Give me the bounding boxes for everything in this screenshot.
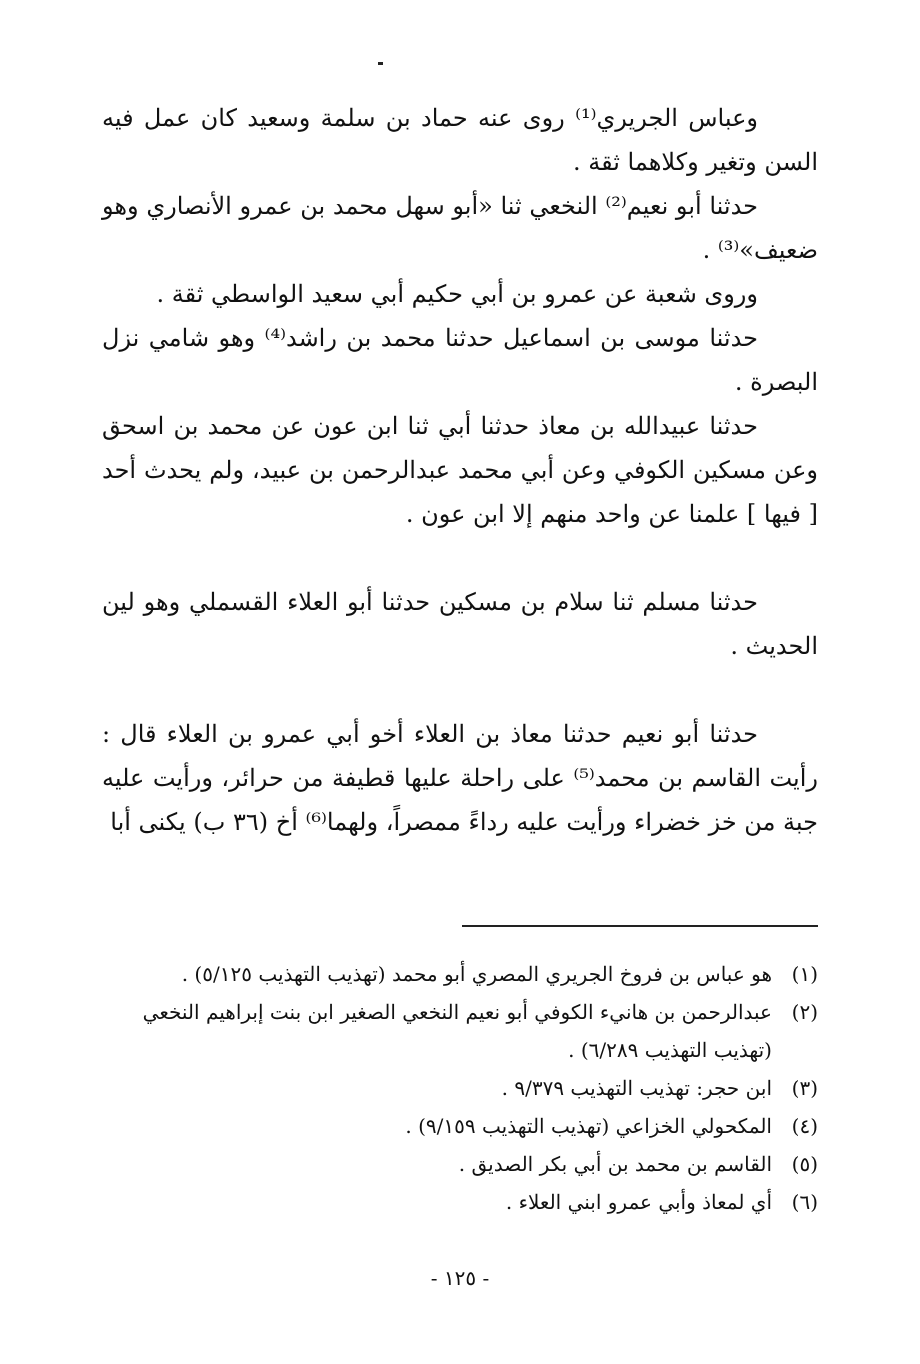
footnote-number: (٦) (791, 1190, 818, 1214)
footnote-number: (٤) (791, 1114, 818, 1138)
top-mark (378, 62, 383, 65)
footnotes (102, 955, 818, 1221)
footnote-4 (102, 1107, 818, 1145)
footnote-text: ابن حجر: تهذيب التهذيب ٩/٣٧٩ . (501, 1076, 772, 1100)
footnote-3 (102, 1069, 818, 1107)
paragraph-spacer (102, 536, 818, 580)
paragraph-5: حدثنا عبيدالله بن معاذ حدثنا أبي ثنا ابن عون عن محمد بن اسحق وعن مسكين الكوفي وعن أبي محمد عبدالرحمن بن عبيد، ولم يحدث أحد [ فيها ] علمنا عن واحد منهم إلا ابن عون . (102, 412, 818, 528)
footnote-text: المكحولي الخزاعي (تهذيب التهذيب ٩/١٥٩) . (405, 1114, 772, 1138)
footnote-text: عبدالرحمن بن هانيء الكوفي أبو نعيم النخعي الصغير ابن بنت إبراهيم النخعي (142, 1000, 772, 1024)
paragraph-7: حدثنا أبو نعيم حدثنا معاذ بن العلاء أخو أبي عمرو بن العلاء قال : رأيت القاسم بن محمد⁽⁵⁾ على راحلة عليها قطيفة من حرائر، ورأيت عليه جبة من خز خضراء ورأيت عليه رداءً ممصراً، ولهما⁽⁶⁾ أخ (٣٦ ب) يكنى أبا (102, 720, 818, 836)
footnote-text: القاسم بن محمد بن أبي بكر الصديق . (458, 1152, 772, 1176)
footnote-2-continuation: (تهذيب التهذيب ٦/٢٨٩) . (568, 1038, 772, 1062)
page-number: - ١٢٥ - (430, 1266, 490, 1290)
paragraph-3: وروى شعبة عن عمرو بن أبي حكيم أبي سعيد الواسطي ثقة . (156, 280, 758, 308)
footnote-text: هو عباس بن فروخ الجريري المصري أبو محمد (تهذيب التهذيب ٥/١٢٥) . (181, 962, 772, 986)
footnote-number: (١) (791, 962, 818, 986)
footnote-number: (٥) (791, 1152, 818, 1176)
footnote-2 (102, 993, 818, 1031)
footnote-5 (102, 1145, 818, 1183)
paragraph-4: حدثنا موسى بن اسماعيل حدثنا محمد بن راشد⁽⁴⁾ وهو شامي نزل البصرة . (102, 324, 818, 396)
footnote-divider (462, 925, 818, 927)
footnote-number: (٢) (791, 1000, 818, 1024)
footnote-text: أي لمعاذ وأبي عمرو ابني العلاء . (505, 1190, 772, 1214)
paragraph-spacer (102, 668, 818, 712)
footnote-number: (٣) (791, 1076, 818, 1100)
footnote-6 (102, 1183, 818, 1221)
paragraph-6: حدثنا مسلم ثنا سلام بن مسكين حدثنا أبو العلاء القسملي وهو لين الحديث . (102, 588, 818, 660)
paragraph-1: وعباس الجريري⁽¹⁾ روى عنه حماد بن سلمة وسعيد كان عمل فيه السن وتغير وكلاهما ثقة . (102, 104, 818, 176)
footnote-1 (102, 955, 818, 993)
main-text (102, 96, 818, 844)
paragraph-2: حدثنا أبو نعيم⁽²⁾ النخعي ثنا «أبو سهل محمد بن عمرو الأنصاري وهو ضعيف»⁽³⁾ . (102, 192, 818, 264)
